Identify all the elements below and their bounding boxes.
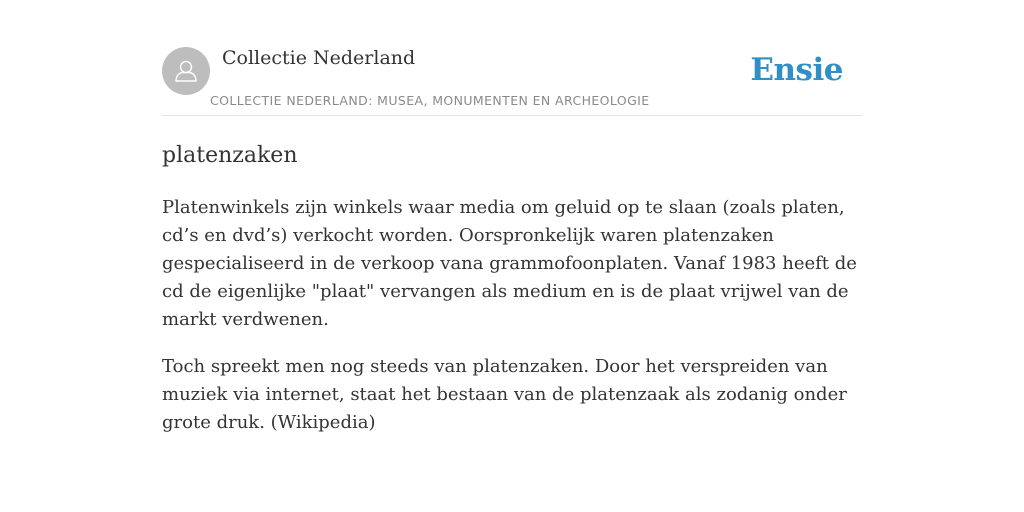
avatar[interactable]: [162, 47, 210, 95]
author-name[interactable]: Collectie Nederland: [222, 47, 416, 69]
entry-paragraph: Toch spreekt men nog steeds van platenzaken. Door het verspreiden van muziek via internet, staat het bestaan van de platenzaak als zodanig onder grote druk. (Wikipedia): [162, 356, 847, 433]
user-icon: [171, 56, 201, 86]
entry-paragraph: Platenwinkels zijn winkels waar media om geluid op te slaan (zoals platen, cd’s en dvd’s) verkocht worden. Oorspronkelijk waren platenzaken gespecialiseerd in de verkoop vana grammofoonplaten. Vanaf 1983 heeft de cd de eigenlijke "plaat" vervangen als medium en is de plaat vrijwel van de markt verdwenen.: [162, 197, 857, 330]
entry-title: platenzaken: [162, 143, 298, 168]
source-label[interactable]: COLLECTIE NEDERLAND: MUSEA, MONUMENTEN EN ARCHEOLOGIE: [210, 93, 650, 108]
ensie-logo[interactable]: Ensie: [750, 52, 843, 88]
entry-card: [162, 46, 862, 437]
entry-header: [162, 46, 862, 116]
